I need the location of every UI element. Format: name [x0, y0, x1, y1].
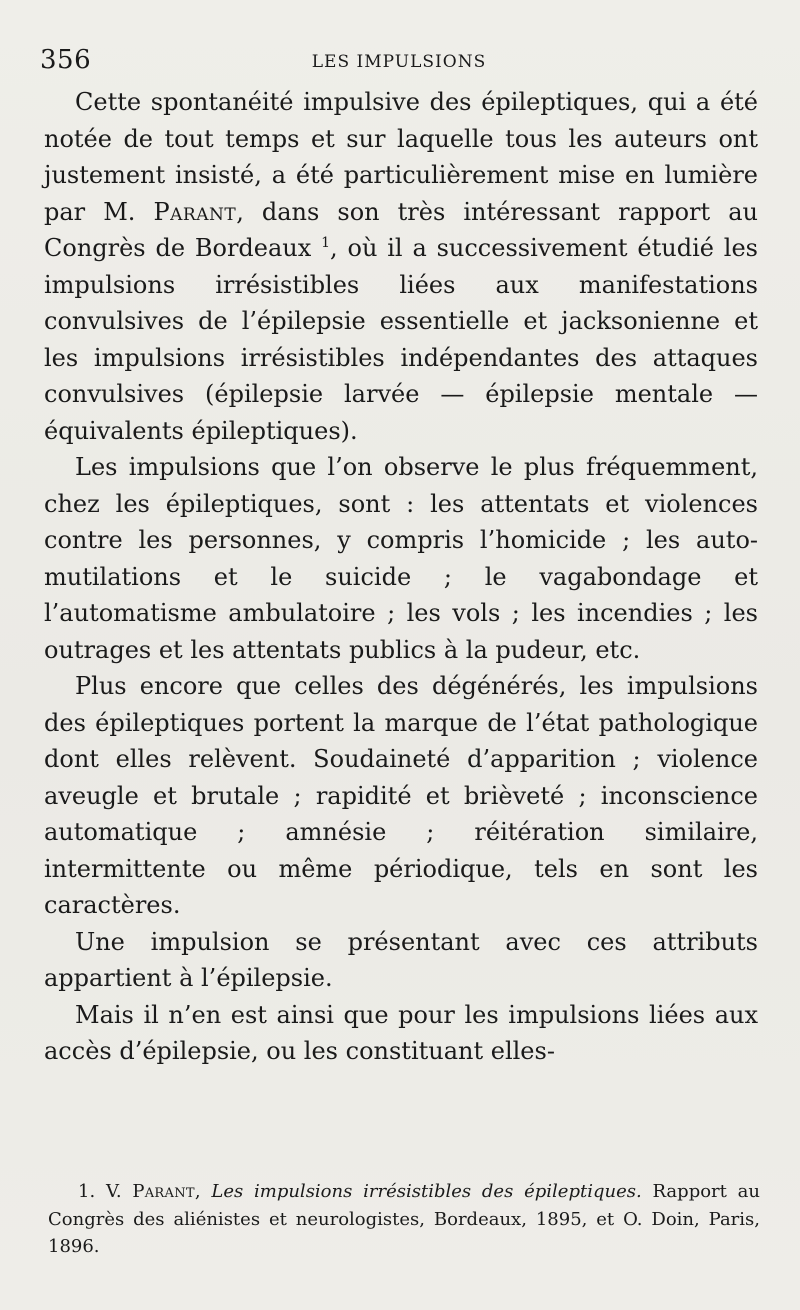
footnote-prefix: V.	[105, 1181, 133, 1202]
paragraph-1-text-b: , dans son très intéressant rapport au Congrès de Bordeaux	[44, 197, 758, 262]
footnote-marker: 1	[321, 235, 331, 251]
footnote-details: Rapport au Congrès des aliénistes et neurologistes, Bordeaux, 1895, et O. Doin, Paris, 1896.	[48, 1181, 760, 1257]
paragraph-5: Mais il n’en est ainsi que pour les impulsions liées aux accès d’épilepsie, ou les constituant elles-	[44, 1000, 758, 1065]
footnote-comma: ,	[194, 1181, 201, 1202]
paragraph-1	[44, 84, 758, 449]
footnote	[48, 1178, 760, 1261]
page-header	[40, 40, 758, 80]
paragraph-2: Les impulsions que l’on observe le plus fréquemment, chez les épileptiques, sont : les attentats et violences contre les personnes, y compris l’homicide ; les auto-mutilations et le suicide ; le vagabondage et l’automatisme ambulatoire ; les vols ; les incendies ; les outrages et les attentats publics à la pudeur, etc.	[44, 453, 758, 664]
page-number: 356	[40, 45, 92, 75]
main-text	[44, 84, 758, 1070]
paragraph-4: Une impulsion se présentant avec ces attributs appartient à l’épilepsie.	[44, 927, 758, 992]
running-title: LES IMPULSIONS	[311, 52, 487, 72]
author-name: Parant	[153, 197, 237, 226]
paragraph-1-text-c: , où il a successivement étudié les impulsions irrésistibles liées aux manifestations convulsives de l’épilepsie essentielle et jacksonienne et les impulsions irrésistibles indépendantes des attaques convulsives (épilepsie larvée — épilepsie mentale — équivalents épileptiques).	[44, 234, 758, 445]
paragraph-1-text-a: Cette spontanéité impulsive des épileptiques, qui a été notée de tout temps et sur laquelle tous les auteurs ont justement insisté, a été particulièrement mise en lumière par M.	[44, 88, 758, 226]
footnote-author: Parant	[132, 1181, 195, 1202]
footnote-number: 1.	[78, 1181, 96, 1202]
paragraph-3: Plus encore que celles des dégénérés, les impulsions des épileptiques portent la marque de l’état pathologique dont elles relèvent. Soudaineté d’apparition ; violence aveugle et brutale ; rapidité et brièveté ; inconscience automatique ; amnésie ; réitération similaire, intermittente ou même périodique, tels en sont les caractères.	[44, 672, 758, 919]
footnote-title: Les impulsions irrésistibles des épileptiques.	[211, 1181, 642, 1202]
